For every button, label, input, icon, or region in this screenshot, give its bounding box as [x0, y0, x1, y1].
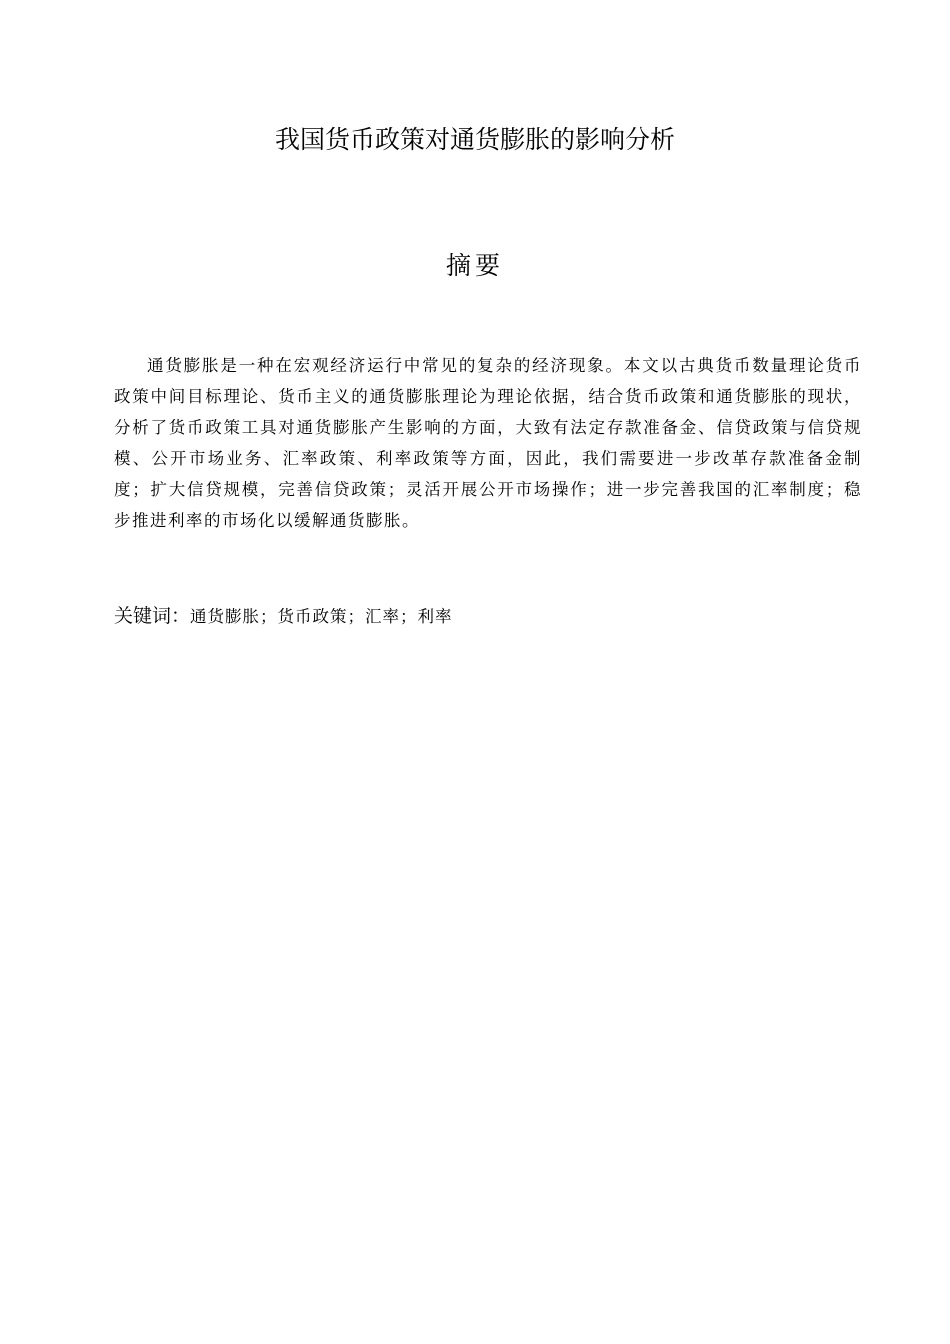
- abstract-paragraph: 通货膨胀是一种在宏观经济运行中常见的复杂的经济现象。本文以古典货币数量理论货币政策中间目标理论、货币主义的通货膨胀理论为理论依据，结合货币政策和通货膨胀的现状，分析了货币政策工具对通货膨胀产生影响的方面，大致有法定存款准备金、信贷政策与信贷规模、公开市场业务、汇率政策、利率政策等方面，因此，我们需要进一步改革存款准备金制度；扩大信贷规模，完善信贷政策；灵活开展公开市场操作；进一步完善我国的汇率制度；稳步推进利率的市场化以缓解通货膨胀。: [114, 356, 862, 530]
- document-title: 我国货币政策对通货膨胀的影响分析: [274, 125, 675, 154]
- keywords-value: 通货膨胀；货币政策；汇率；利率: [190, 607, 453, 626]
- abstract-heading: 摘要: [445, 251, 504, 280]
- keywords-line: [114, 600, 862, 633]
- keywords-label: 关键词：: [114, 605, 191, 627]
